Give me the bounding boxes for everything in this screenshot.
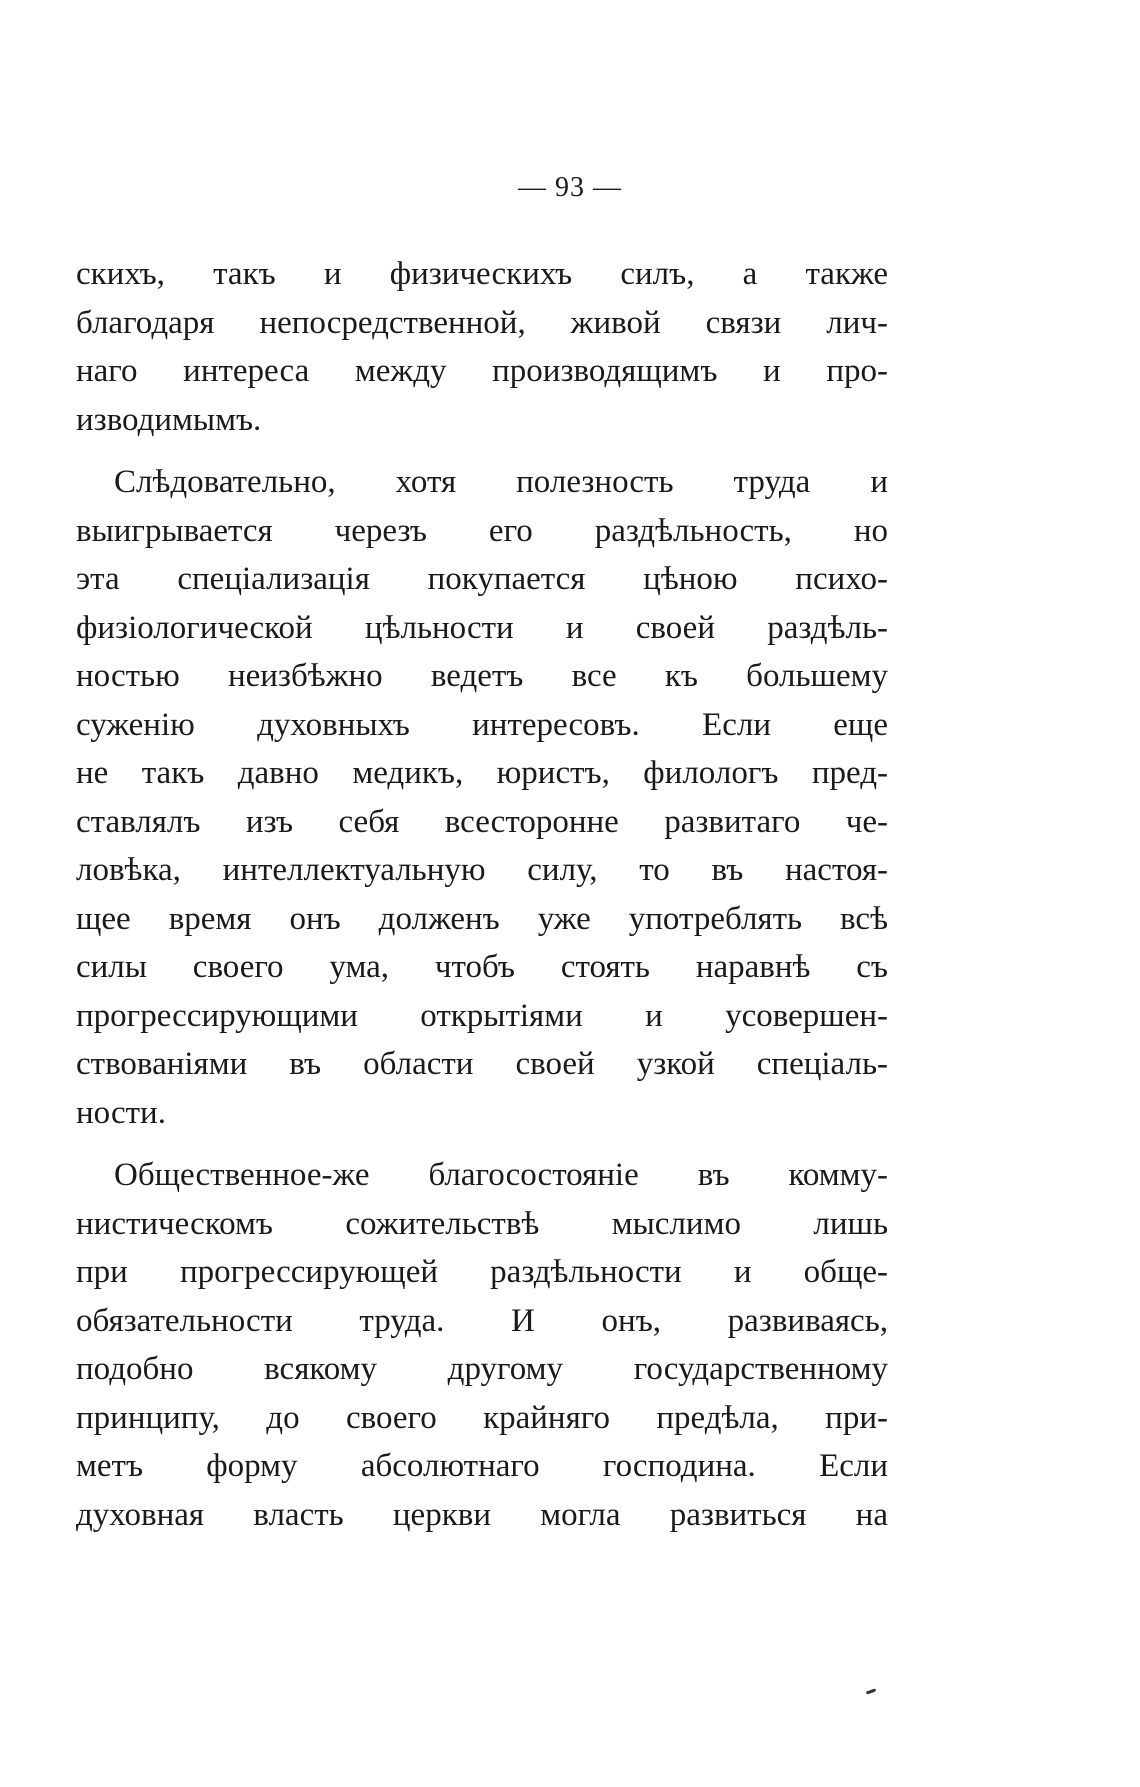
text-line: физіологической цѣльности и своей раздѣль- [76, 609, 888, 646]
text-line: духовная власть церкви могла развиться на [76, 1496, 888, 1533]
ink-speck [866, 1688, 876, 1694]
text-line: подобно всякому другому государственному [76, 1351, 888, 1387]
text-line: суженію духовныхъ интересовъ. Если еще [76, 706, 888, 743]
text-line: ставлялъ изъ себя всесторонне развитаго че- [76, 803, 888, 840]
text-line: обязательности труда. И онъ, развиваясь, [76, 1302, 888, 1339]
text-line: ностью неизбѣжно ведетъ все къ большему [76, 658, 888, 694]
text-line: при прогрессирующей раздѣльности и обще- [76, 1254, 888, 1290]
text-line: ловѣка, интеллектуальную силу, то въ настоя- [76, 852, 888, 888]
page-number: — 93 — [518, 172, 622, 203]
text-line: щее время онъ долженъ уже употреблять всѣ [76, 900, 888, 937]
text-line: наго интереса между производящимъ и про- [76, 353, 888, 389]
paragraph-start-line: Общественное-же благосостояніе въ комму- [114, 1157, 888, 1193]
text-line: скихъ, такъ и физическихъ силъ, а также [76, 256, 888, 292]
text-line: принципу, до своего крайняго предѣла, при- [76, 1399, 888, 1436]
text-line: метъ форму абсолютнаго господина. Если [76, 1448, 888, 1484]
text-line: ствованіями въ области своей узкой спеціаль- [76, 1046, 888, 1082]
text-line: эта спеціализація покупается цѣною психо- [76, 561, 888, 597]
text-line: силы своего ума, чтобъ стоять наравнѣ съ [76, 949, 888, 985]
text-line: нистическомъ сожительствѣ мыслимо лишь [76, 1205, 888, 1242]
text-line: ности. [76, 1094, 166, 1131]
text-line: выигрывается черезъ его раздѣльность, но [76, 512, 888, 549]
text-line: благодаря непосредственной, живой связи лич- [76, 304, 888, 341]
text-line: не такъ давно медикъ, юристъ, филологъ пред- [76, 755, 888, 791]
text-line: изводимымъ. [76, 401, 262, 438]
text-line: прогрессирующими открытіями и усовершен- [76, 997, 888, 1034]
body-text [76, 250, 888, 1539]
paragraph-start-line: Слѣдовательно, хотя полезность труда и [114, 464, 888, 500]
